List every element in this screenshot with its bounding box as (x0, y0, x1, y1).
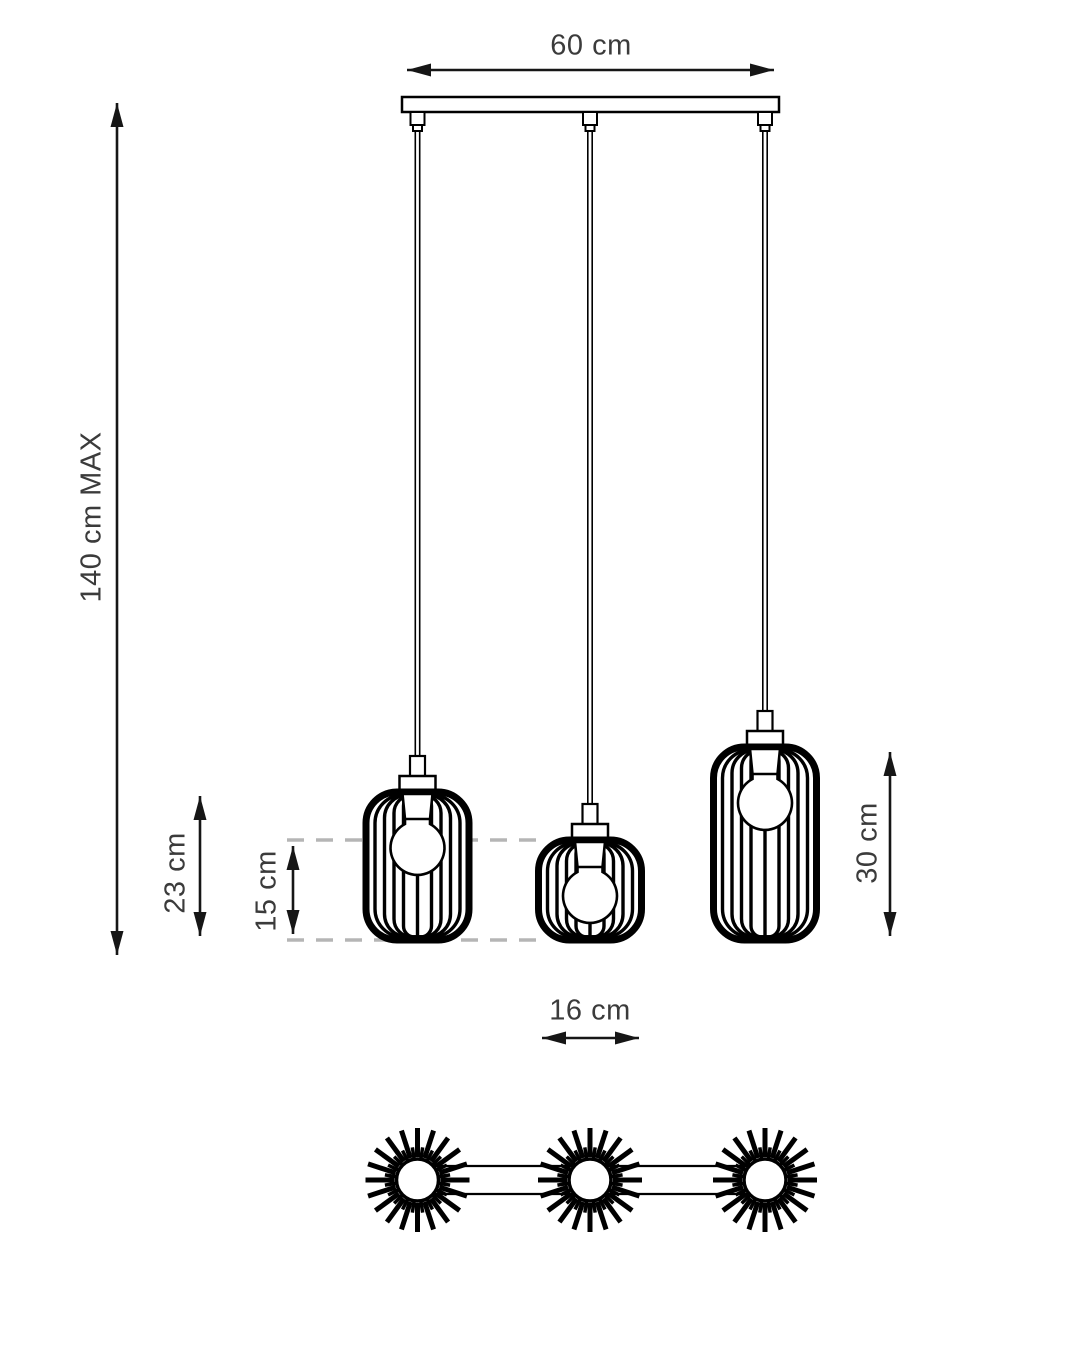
pendant-middle (539, 112, 642, 940)
label-middle-shade-height: 15 cm (250, 850, 283, 932)
cord-right (763, 131, 767, 711)
label-max-drop: 140 cm MAX (75, 431, 108, 603)
lamp-grip-right (758, 711, 773, 732)
cord-middle (588, 131, 592, 804)
pendant-left (366, 112, 469, 940)
cord-left (415, 131, 419, 756)
top-view-shade-left (366, 1128, 470, 1232)
label-shade-width: 16 cm (549, 994, 631, 1027)
label-right-shade-height: 30 cm (851, 802, 884, 884)
lamp-grip-middle (583, 804, 598, 825)
top-view-shade-right (713, 1128, 817, 1232)
cord-grip-top-middle (583, 112, 597, 131)
cord-grip-top-right (758, 112, 772, 131)
top-view (366, 1128, 818, 1232)
label-left-shade-height: 23 cm (159, 832, 192, 914)
cord-grip-top-left (411, 112, 425, 131)
label-canopy-width: 60 cm (550, 29, 632, 62)
pendant-right (714, 112, 817, 940)
lamp-grip-left (410, 756, 425, 777)
top-view-shade-middle (538, 1128, 642, 1232)
ceiling-mount-bar (402, 97, 779, 112)
